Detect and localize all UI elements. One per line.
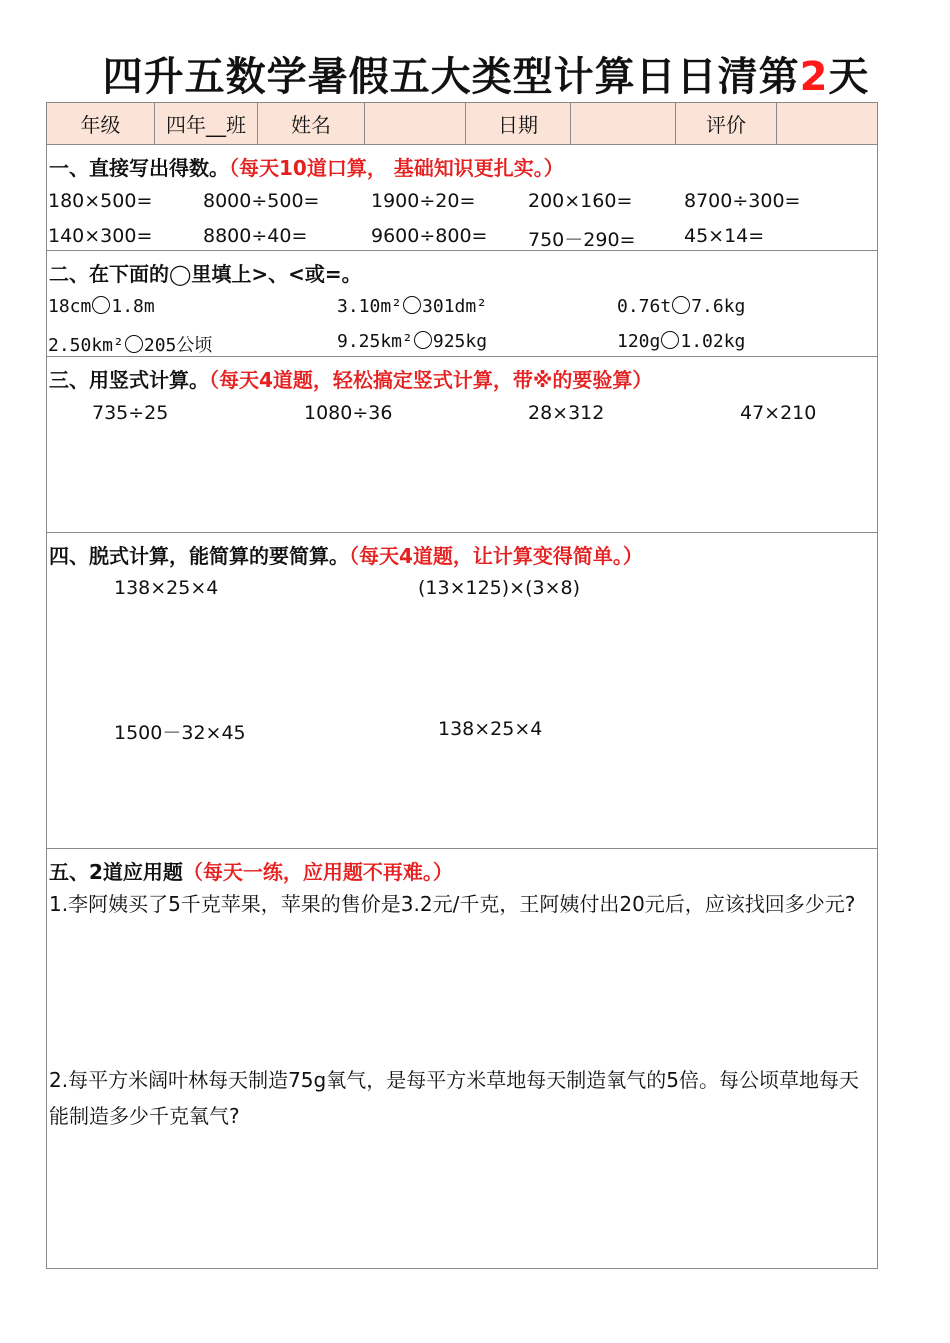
section-oral-calculation: [47, 145, 877, 251]
section-word-problems: [47, 849, 877, 1269]
compare-item: 9.25km² 925kg: [337, 331, 488, 352]
section-4-heading: 四、脱式计算，能简算的要简算。（每天4道题，让计算变得简单。）: [49, 544, 643, 568]
oral-item: 180×500=: [48, 190, 153, 212]
grade-class-field[interactable]: 四年__班: [155, 103, 258, 144]
oral-item: 8000÷500=: [203, 190, 320, 212]
name-field[interactable]: [365, 103, 466, 144]
section-1-heading: 一、直接写出得数。（每天10道口算， 基础知识更扎实。）: [49, 156, 564, 180]
section-2-heading: 二、在下面的◯里填上>、<或=。: [49, 262, 362, 286]
compare-item: 0.76t 7.6kg: [617, 296, 746, 317]
section-vertical-calculation: [47, 357, 877, 533]
oral-item: 750－290=: [528, 229, 636, 251]
answer-circle[interactable]: [125, 335, 143, 353]
vertical-item: 47×210: [740, 402, 817, 424]
vertical-item: 28×312: [528, 402, 605, 424]
section-5-note: （每天一练，应用题不再难。）: [182, 860, 453, 884]
oral-item: 45×14=: [684, 225, 765, 247]
step-item: (13×125)×(3×8): [418, 577, 581, 599]
vertical-item: 735÷25: [92, 402, 169, 424]
date-field[interactable]: [571, 103, 676, 144]
step-item: 138×25×4: [114, 577, 219, 599]
compare-item: 120g 1.02kg: [617, 331, 746, 352]
word-problem-1: 1.李阿姨买了5千克苹果，苹果的售价是3.2元/千克，王阿姨付出20元后，应该找回多少元?: [49, 892, 856, 916]
grade-label: 年级: [47, 103, 155, 144]
section-1-note: （每天10道口算， 基础知识更扎实。）: [229, 156, 564, 180]
evaluation-field[interactable]: [777, 103, 878, 144]
word-problem-2: 2.每平方米阔叶林每天制造75g氧气，是每平方米草地每天制造氧气的5倍。每公顷草地每天能制造多少千克氧气?: [49, 1068, 859, 1128]
section-4-note: （每天4道题，让计算变得简单。）: [349, 544, 643, 568]
compare-item: 3.10m² 301dm²: [337, 296, 488, 317]
date-label: 日期: [466, 103, 571, 144]
step-item: 138×25×4: [438, 718, 543, 740]
oral-item: 200×160=: [528, 190, 633, 212]
worksheet: [46, 102, 878, 1269]
vertical-item: 1080÷36: [304, 402, 393, 424]
answer-circle[interactable]: [403, 296, 421, 314]
compare-item: 18cm 1.8m: [48, 296, 155, 317]
section-step-calculation: [47, 533, 877, 849]
answer-circle[interactable]: [92, 296, 110, 314]
name-label: 姓名: [258, 103, 365, 144]
oral-item: 9600÷800=: [371, 225, 488, 247]
oral-item: 8800÷40=: [203, 225, 308, 247]
title-day-number: 2: [799, 54, 829, 100]
title-tail: 天: [828, 54, 870, 100]
evaluation-label: 评价: [676, 103, 777, 144]
page-title: [0, 46, 950, 108]
section-3-heading: 三、用竖式计算。（每天4道题，轻松搞定竖式计算，带※的要验算）: [49, 368, 653, 392]
answer-circle[interactable]: [661, 331, 679, 349]
compare-item: 2.50km² 205公顷: [48, 335, 213, 356]
info-header-row: [47, 103, 877, 145]
oral-item: 140×300=: [48, 225, 153, 247]
oral-item: 8700÷300=: [684, 190, 801, 212]
title-text: 四升五数学暑假五大类型计算日日清第: [102, 54, 800, 100]
oral-item: 1900÷20=: [371, 190, 476, 212]
answer-circle[interactable]: [672, 296, 690, 314]
section-compare: [47, 251, 877, 357]
answer-circle[interactable]: [414, 331, 432, 349]
step-item: 1500－32×45: [114, 722, 246, 744]
section-3-note: （每天4道题，轻松搞定竖式计算，带※的要验算）: [209, 368, 653, 392]
section-5-heading: 五、2道应用题（每天一练，应用题不再难。）: [49, 860, 453, 884]
